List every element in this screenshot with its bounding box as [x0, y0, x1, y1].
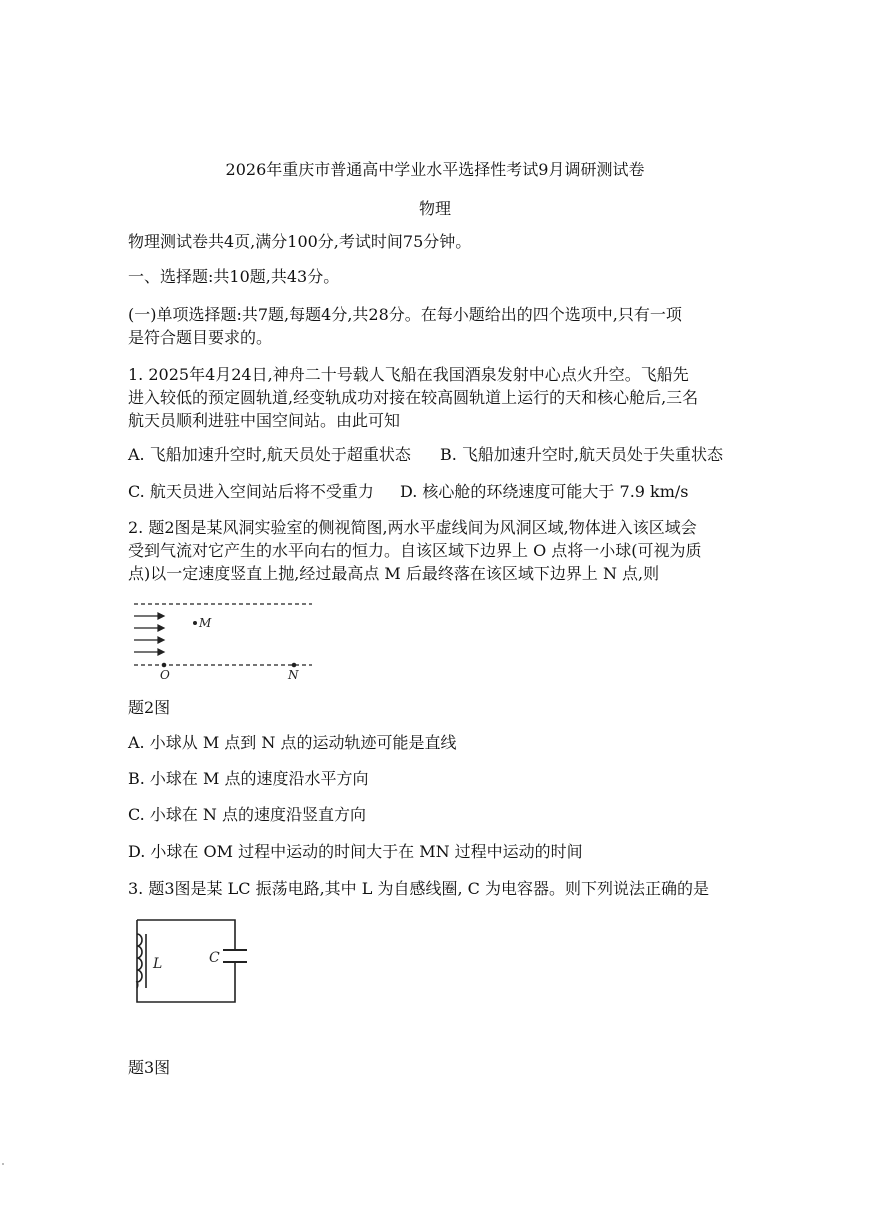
q1-option-b: B. 飞船加速升空时,航天员处于失重状态 [440, 445, 724, 464]
section-heading: 一、选择题:共10题,共43分。 [128, 267, 340, 286]
lc-circuit-figure [125, 912, 255, 1012]
wind-arrows [134, 613, 164, 655]
top-wire [137, 920, 235, 950]
label-n: N [288, 668, 299, 682]
scan-speck [2, 1163, 4, 1165]
q2-option-d: D. 小球在 OM 过程中运动的时间大于在 MN 过程中运动的时间 [128, 842, 583, 861]
figure3-caption: 题3图 [128, 1058, 171, 1077]
q1-stem-line3: 航天员顺利进驻中国空间站。由此可知 [128, 411, 401, 430]
q2-option-a: A. 小球从 M 点到 N 点的运动轨迹可能是直线 [128, 733, 457, 752]
q1-option-c: C. 航天员进入空间站后将不受重力 [128, 482, 374, 501]
q2-stem-line3: 点)以一定速度竖直上抛,经过最高点 M 后最终落在该区域下边界上 N 点,则 [128, 564, 660, 583]
point-n-dot [292, 663, 297, 668]
bottom-wire [137, 920, 235, 1002]
q2-option-c: C. 小球在 N 点的速度沿竖直方向 [128, 805, 367, 824]
point-m-dot [193, 621, 197, 625]
q1-stem-line2: 进入较低的预定圆轨道,经变轨成功对接在较高圆轨道上运行的天和核心舱后,三名 [128, 388, 699, 407]
wind-tunnel-figure [120, 592, 320, 684]
subject-title: 物理 [418, 199, 451, 218]
label-l: L [153, 956, 163, 972]
q1-option-a: A. 飞船加速升空时,航天员处于超重状态 [128, 445, 411, 464]
label-o: O [160, 668, 170, 682]
q1-stem-line1: 1. 2025年4月24日,神舟二十号载人飞船在我国酒泉发射中心点火升空。飞船先 [128, 365, 689, 384]
q2-option-b: B. 小球在 M 点的速度沿水平方向 [128, 769, 369, 788]
point-o-dot [162, 663, 167, 668]
label-m: M [199, 616, 212, 630]
figure2-caption: 题2图 [128, 698, 171, 717]
q3-stem-line1: 3. 题3图是某 LC 振荡电路,其中 L 为自感线圈, C 为电容器。则下列说法正确的是 [128, 879, 709, 898]
q2-stem-line2: 受到气流对它产生的水平向右的恒力。自该区域下边界上 O 点将一小球(可视为质 [128, 541, 702, 560]
subsection-instruction: (一)单项选择题:共7题,每题4分,共28分。在每小题给出的四个选项中,只有一项 [128, 305, 682, 324]
q1-option-d: D. 核心舱的环绕速度可能大于 7.9 km/s [400, 482, 689, 501]
exam-info: 物理测试卷共4页,满分100分,考试时间75分钟。 [128, 232, 472, 251]
exam-title: 2026年重庆市普通高中学业水平选择性考试9月调研测试卷 [225, 160, 645, 179]
subsection-instruction-cont: 是符合题目要求的。 [128, 328, 273, 347]
q2-stem-line1: 2. 题2图是某风洞实验室的侧视简图,两水平虚线间为风洞区域,物体进入该区域会 [128, 518, 697, 537]
label-c: C [209, 950, 220, 966]
